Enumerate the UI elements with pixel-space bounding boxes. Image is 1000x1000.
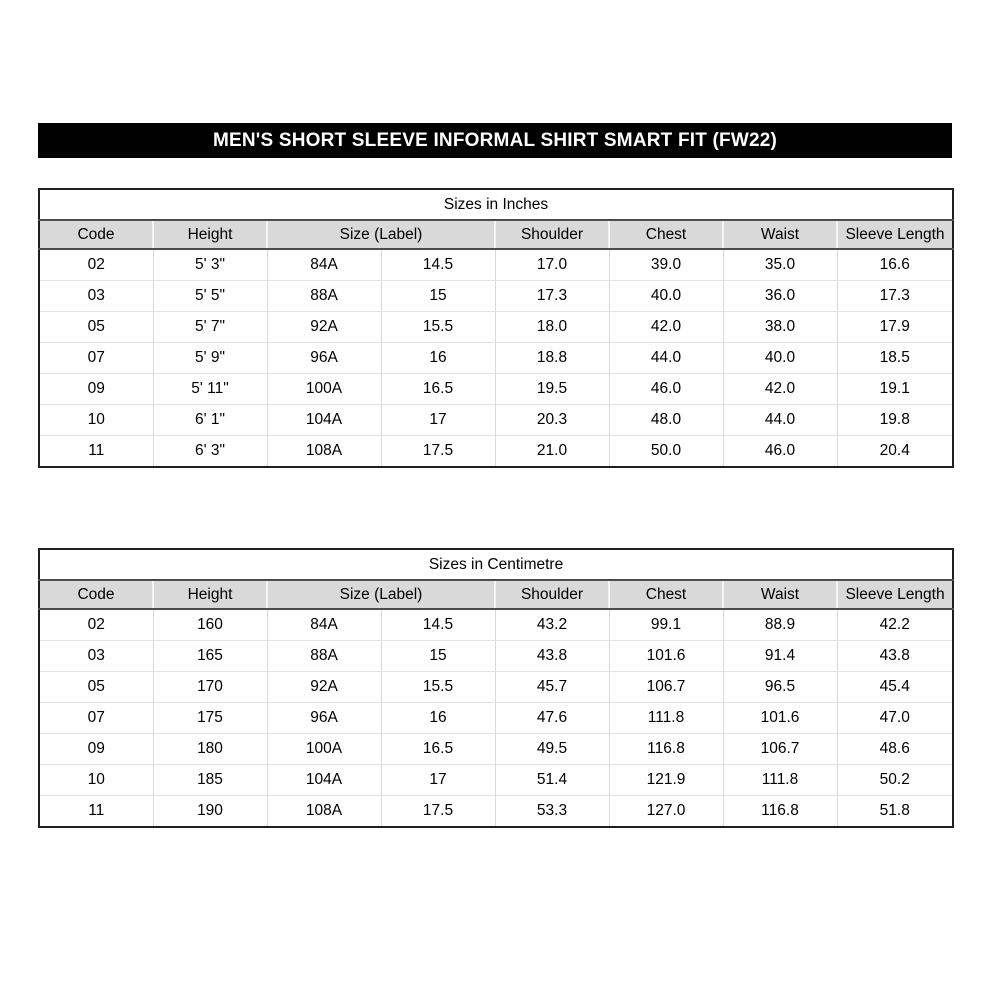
table-cell: 5' 9" [153, 343, 267, 374]
table-cell: 17 [381, 765, 495, 796]
table-cell: 165 [153, 641, 267, 672]
column-header-sleeve-length: Sleeve Length [837, 220, 953, 249]
table-cell: 96A [267, 343, 381, 374]
table-row [39, 609, 953, 641]
table-cell: 15.5 [381, 312, 495, 343]
table-cell: 53.3 [495, 796, 609, 828]
table-cell: 17.5 [381, 796, 495, 828]
table-cell: 05 [39, 312, 153, 343]
table-cell: 50.0 [609, 436, 723, 468]
table-cell: 47.6 [495, 703, 609, 734]
table-cell: 84A [267, 609, 381, 641]
table-cell: 18.5 [837, 343, 953, 374]
table-cell: 17.9 [837, 312, 953, 343]
table-cell: 16.6 [837, 249, 953, 281]
table-cell: 36.0 [723, 281, 837, 312]
table-cell: 84A [267, 249, 381, 281]
table-cell: 03 [39, 641, 153, 672]
table-cell: 99.1 [609, 609, 723, 641]
table-row [39, 765, 953, 796]
table-cell: 49.5 [495, 734, 609, 765]
table-cell: 16 [381, 343, 495, 374]
table-cell: 108A [267, 796, 381, 828]
table-cell: 106.7 [723, 734, 837, 765]
table-title: Sizes in Centimetre [39, 549, 953, 580]
table-row [39, 343, 953, 374]
table-cell: 88A [267, 641, 381, 672]
table-cell: 5' 5" [153, 281, 267, 312]
table-cell: 100A [267, 734, 381, 765]
table-cell: 38.0 [723, 312, 837, 343]
table-cell: 02 [39, 249, 153, 281]
table-cell: 48.6 [837, 734, 953, 765]
table-title-row [39, 189, 953, 220]
table-row [39, 641, 953, 672]
table-cell: 43.2 [495, 609, 609, 641]
column-header-size-label: Size (Label) [267, 580, 495, 609]
column-header-shoulder: Shoulder [495, 580, 609, 609]
table-cell: 15 [381, 281, 495, 312]
table-cell: 50.2 [837, 765, 953, 796]
table-cell: 17.5 [381, 436, 495, 468]
table-cell: 5' 3" [153, 249, 267, 281]
table-cell: 5' 11" [153, 374, 267, 405]
table-cell: 104A [267, 405, 381, 436]
table-cell: 09 [39, 734, 153, 765]
table-header-row [39, 220, 953, 249]
table-cell: 42.0 [609, 312, 723, 343]
table-cell: 170 [153, 672, 267, 703]
column-header-sleeve-length: Sleeve Length [837, 580, 953, 609]
table-cell: 51.4 [495, 765, 609, 796]
table-cell: 111.8 [723, 765, 837, 796]
table-cell: 43.8 [495, 641, 609, 672]
table-cell: 111.8 [609, 703, 723, 734]
table-row [39, 249, 953, 281]
table-cell: 106.7 [609, 672, 723, 703]
table-cell: 127.0 [609, 796, 723, 828]
table-cell: 88.9 [723, 609, 837, 641]
inches-table-section [38, 188, 952, 468]
table-cell: 96A [267, 703, 381, 734]
table-cell: 160 [153, 609, 267, 641]
table-cell: 48.0 [609, 405, 723, 436]
column-header-code: Code [39, 220, 153, 249]
table-cell: 11 [88, 802, 105, 819]
table-cell: 121.9 [609, 765, 723, 796]
table-cell: 175 [153, 703, 267, 734]
table-cell: 19.1 [837, 374, 953, 405]
table-cell: 15 [381, 641, 495, 672]
table-cell: 42.2 [837, 609, 953, 641]
table-row [39, 796, 953, 828]
table-title-row [39, 549, 953, 580]
table-cell: 101.6 [723, 703, 837, 734]
title-banner [38, 123, 952, 158]
table-row [39, 734, 953, 765]
table-cell: 19.5 [495, 374, 609, 405]
page-title: MEN'S SHORT SLEEVE INFORMAL SHIRT SMART FIT (FW22) [212, 129, 778, 151]
table-cell: 108A [267, 436, 381, 468]
table-cell: 92A [267, 672, 381, 703]
column-header-chest: Chest [609, 580, 723, 609]
table-cell: 16.5 [381, 734, 495, 765]
table-cell: 116.8 [609, 734, 723, 765]
table-row [39, 374, 953, 405]
sizes-in-inches-table [38, 188, 954, 468]
table-cell: 17.0 [495, 249, 609, 281]
table-cell: 18.8 [495, 343, 609, 374]
table-cell: 07 [39, 343, 153, 374]
table-cell: 185 [153, 765, 267, 796]
table-row [39, 281, 953, 312]
table-cell: 101.6 [609, 641, 723, 672]
table-cell: 07 [39, 703, 153, 734]
table-cell: 14.5 [381, 609, 495, 641]
table-cell: 45.7 [495, 672, 609, 703]
table-cell: 17.3 [495, 281, 609, 312]
table-cell: 11 [88, 442, 105, 459]
table-cell: 39.0 [609, 249, 723, 281]
table-cell: 46.0 [723, 436, 837, 468]
table-cell: 14.5 [381, 249, 495, 281]
table-cell: 16.5 [381, 374, 495, 405]
table-cell: 91.4 [723, 641, 837, 672]
table-header-row [39, 580, 953, 609]
table-cell: 16 [381, 703, 495, 734]
table-row [39, 672, 953, 703]
column-header-waist: Waist [723, 580, 837, 609]
table-cell: 05 [39, 672, 153, 703]
table-cell: 20.3 [495, 405, 609, 436]
table-cell: 35.0 [723, 249, 837, 281]
table-row [39, 703, 953, 734]
column-header-shoulder: Shoulder [495, 220, 609, 249]
table-cell: 96.5 [723, 672, 837, 703]
table-row [39, 436, 953, 468]
column-header-chest: Chest [609, 220, 723, 249]
table-cell: 10 [39, 765, 153, 796]
table-cell: 15.5 [381, 672, 495, 703]
table-cell: 19.8 [837, 405, 953, 436]
sizes-in-centimetre-table [38, 548, 954, 828]
table-row [39, 405, 953, 436]
table-cell: 02 [39, 609, 153, 641]
table-cell: 180 [153, 734, 267, 765]
table-cell: 21.0 [495, 436, 609, 468]
table-cell: 40.0 [723, 343, 837, 374]
column-header-size-label: Size (Label) [267, 220, 495, 249]
table-cell: 47.0 [837, 703, 953, 734]
table-cell: 100A [267, 374, 381, 405]
table-cell: 92A [267, 312, 381, 343]
table-cell: 116.8 [723, 796, 837, 828]
table-cell: 51.8 [837, 796, 953, 828]
table-cell: 45.4 [837, 672, 953, 703]
column-header-height: Height [153, 580, 267, 609]
table-cell: 10 [39, 405, 153, 436]
table-cell: 190 [153, 796, 267, 828]
table-title: Sizes in Inches [39, 189, 953, 220]
column-header-height: Height [153, 220, 267, 249]
table-cell: 104A [267, 765, 381, 796]
table-cell: 03 [39, 281, 153, 312]
table-cell: 46.0 [609, 374, 723, 405]
table-cell: 40.0 [609, 281, 723, 312]
table-cell: 6' 1" [153, 405, 267, 436]
table-cell: 18.0 [495, 312, 609, 343]
table-cell: 44.0 [723, 405, 837, 436]
table-cell: 6' 3" [153, 436, 267, 468]
centimetre-table-section [38, 548, 952, 828]
table-row [39, 312, 953, 343]
table-cell: 5' 7" [153, 312, 267, 343]
table-cell: 88A [267, 281, 381, 312]
table-cell: 17.3 [837, 281, 953, 312]
column-header-waist: Waist [723, 220, 837, 249]
table-cell: 42.0 [723, 374, 837, 405]
table-cell: 44.0 [609, 343, 723, 374]
table-cell: 17 [381, 405, 495, 436]
table-cell: 09 [39, 374, 153, 405]
table-cell: 43.8 [837, 641, 953, 672]
table-cell: 20.4 [837, 436, 953, 468]
column-header-code: Code [39, 580, 153, 609]
